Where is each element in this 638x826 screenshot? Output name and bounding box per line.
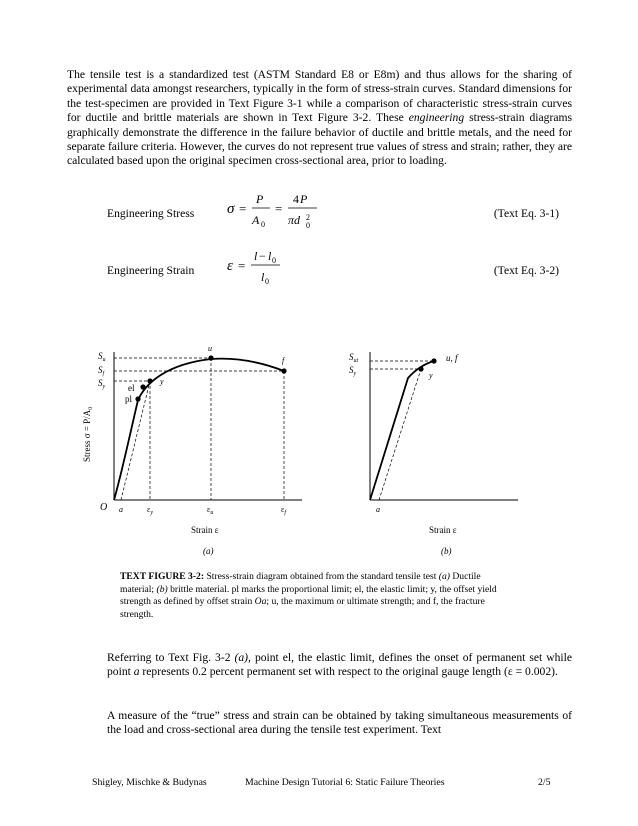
label-eu: $\varepsilon_u$ bbox=[207, 505, 214, 516]
svg-text:=: = bbox=[238, 258, 246, 273]
label-sut: $S_{ut}$ bbox=[349, 352, 359, 364]
label-a: a bbox=[119, 505, 123, 514]
point-y-b bbox=[418, 366, 423, 371]
label-y: y bbox=[160, 377, 164, 386]
panel-a-ylabel: Stress σ = P/A₀ bbox=[82, 406, 92, 462]
figure-caption bbox=[120, 571, 515, 621]
intro-text-2: These bbox=[376, 111, 409, 125]
svg-text:4: 4 bbox=[293, 193, 299, 206]
label-ey: $\varepsilon_y$ bbox=[147, 505, 154, 516]
label-f: f bbox=[282, 356, 285, 365]
svg-text:=: = bbox=[275, 201, 283, 216]
intro-emphasis: engineering bbox=[408, 111, 465, 125]
strain-formula bbox=[225, 250, 305, 294]
svg-text:P: P bbox=[300, 193, 308, 206]
label-uf: u, f bbox=[446, 353, 458, 363]
label-origin: O bbox=[100, 502, 108, 513]
label-sy-b: $S_y$ bbox=[349, 365, 357, 377]
label-pl: pl bbox=[125, 394, 133, 404]
caption-text-1: Stress-strain diagram obtained from the standard tensile test bbox=[204, 571, 439, 582]
panel-a-ductile bbox=[82, 344, 302, 556]
point-el bbox=[140, 384, 145, 389]
stress-strain-figure bbox=[76, 342, 546, 562]
stress-equation-label: Engineering Stress bbox=[107, 207, 195, 220]
offset-line-b bbox=[379, 369, 421, 500]
label-sf: $S_f$ bbox=[98, 365, 105, 377]
body-text-a2: a bbox=[133, 665, 140, 679]
svg-text:l: l bbox=[261, 270, 265, 284]
body-text-3: represents 0.2 percent permanent set with respect to the original gauge length (ε = 0.002). bbox=[139, 665, 558, 679]
brittle-curve bbox=[370, 361, 434, 500]
strain-equation-label: Engineering Strain bbox=[107, 264, 195, 277]
footer-authors: Shigley, Mischke & Budynas bbox=[92, 777, 207, 788]
panel-b-sublabel: (b) bbox=[441, 546, 452, 556]
svg-text:0: 0 bbox=[261, 220, 265, 229]
equation-strain bbox=[107, 250, 559, 304]
point-uf bbox=[431, 358, 436, 363]
caption-b: (b) bbox=[156, 583, 168, 595]
intro-text-3: stress-strain diagrams graphically demonstrate the difference in the failure behavior of ductile and brittle metals, and the need for separate failure criteria. However, the curves do not represent true values of stress and strain; rather, they are calculated based upon the original specimen cross-sectional area, prior to loading. bbox=[67, 111, 572, 168]
svg-text:πd: πd bbox=[288, 213, 301, 227]
caption-text-2: Ductile material; bbox=[120, 571, 481, 595]
svg-text:A: A bbox=[252, 213, 260, 227]
body-paragraph-2 bbox=[107, 709, 572, 738]
svg-text:σ: σ bbox=[227, 201, 235, 217]
label-u: u bbox=[208, 344, 212, 353]
label-ef: $\varepsilon_f$ bbox=[281, 505, 287, 516]
body-paragraph-1 bbox=[107, 651, 572, 680]
svg-text:l: l bbox=[254, 250, 258, 263]
intro-paragraph bbox=[67, 68, 572, 169]
stress-equation-tag: (Text Eq. 3-1) bbox=[493, 207, 559, 220]
caption-text-4: ; u, the maximum or ultimate strength; and f, the fracture strength. bbox=[120, 596, 485, 620]
svg-text:2: 2 bbox=[306, 213, 310, 222]
panel-b-brittle bbox=[349, 352, 518, 556]
body-text-1: Referring to Text Fig. 3-2 bbox=[107, 651, 235, 664]
label-y-b: y bbox=[429, 371, 433, 380]
equation-stress bbox=[107, 193, 559, 247]
caption-text-3: brittle material. pl marks the proportional limit; el, the elastic limit; y, the offset yield strength as defined by offset strain bbox=[120, 583, 497, 608]
caption-oa: Oa bbox=[254, 596, 267, 608]
panel-b-xlabel: Strain ε bbox=[429, 525, 457, 535]
point-u bbox=[208, 355, 213, 360]
label-a-b: a bbox=[376, 505, 380, 514]
intro-text-1: The tensile test is a standardized test (ASTM Standard E8 or E8m) and thus allows for the sharing of experimental data amongst researchers, typically in the form of stress-strain curves. Standard dimensions for the test-specimen are provided in Text Figure 3-1 while a comparison of characteristic stress-strain curves for ductile and brittle materials are shown in Text Figure 3-2. bbox=[67, 68, 572, 125]
svg-text:l: l bbox=[268, 250, 272, 263]
point-pl bbox=[135, 396, 140, 401]
point-f bbox=[281, 368, 286, 373]
footer-title: Machine Design Tutorial 6: Static Failure Theories bbox=[245, 777, 445, 788]
body-text-a: (a) bbox=[234, 651, 249, 664]
caption-a: (a) bbox=[438, 571, 450, 582]
footer-page: 2/5 bbox=[538, 777, 551, 788]
label-sy: $S_y$ bbox=[98, 378, 106, 390]
svg-text:P: P bbox=[256, 193, 264, 206]
ductile-curve bbox=[114, 359, 284, 500]
svg-text:0: 0 bbox=[306, 221, 310, 230]
strain-equation-tag: (Text Eq. 3-2) bbox=[493, 264, 559, 277]
panel-a-sublabel: (a) bbox=[203, 546, 214, 556]
stress-formula bbox=[225, 193, 335, 237]
svg-text:=: = bbox=[239, 201, 247, 216]
caption-title: TEXT FIGURE 3-2: bbox=[120, 571, 205, 582]
svg-text:0: 0 bbox=[272, 256, 276, 265]
body-text-4: A measure of the “true” stress and strain can be obtained by taking simultaneous measurements of the load and cross-sectional area during the tensile test experiment. Text bbox=[107, 709, 572, 737]
label-su: $S_u$ bbox=[98, 351, 106, 363]
body-text-2: , point el, the elastic limit, defines the onset of permanent set while point bbox=[107, 651, 572, 679]
svg-text:ε: ε bbox=[227, 258, 233, 274]
point-y bbox=[147, 378, 152, 383]
svg-text:0: 0 bbox=[265, 277, 269, 286]
panel-a-xlabel: Strain ε bbox=[191, 525, 219, 535]
svg-text:−: − bbox=[259, 250, 266, 263]
label-el: el bbox=[128, 383, 135, 393]
